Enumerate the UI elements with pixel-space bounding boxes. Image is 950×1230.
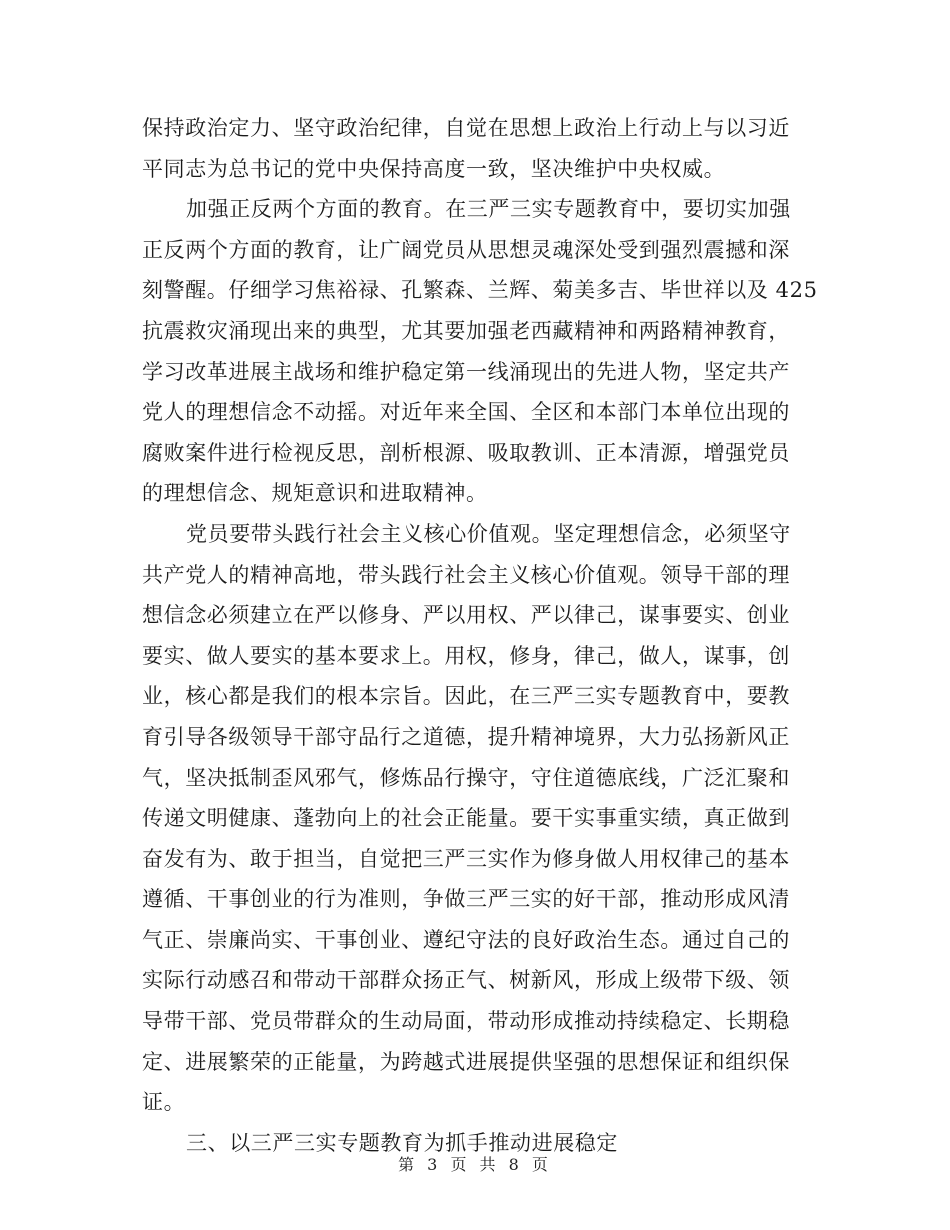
text-line: 遵循、干事创业的行为准则，争做三严三实的好干部，推动形成风清 <box>142 887 790 912</box>
text-line: 奋发有为、敢于担当，自觉把三严三实作为修身做人用权律己的基本 <box>142 846 790 871</box>
text-line: 气正、崇廉尚实、干事创业、遵纪守法的良好政治生态。通过自己的 <box>142 927 790 952</box>
text-line: 导带干部、党员带群众的生动局面，带动形成推动持续稳定、长期稳 <box>142 1009 790 1034</box>
text-line: 党员要带头践行社会主义核心价值观。坚定理想信念，必须坚守 <box>186 521 791 546</box>
paragraph <box>142 189 818 514</box>
text-line: 党人的理想信念不动摇。对近年来全国、全区和本部门本单位出现的 <box>142 400 790 425</box>
text-line: 气，坚决抵制歪风邪气，修炼品行操守，守住道德底线，广泛汇聚和 <box>142 765 790 790</box>
text-line: 实际行动感召和带动干部群众扬正气、树新风，形成上级带下级、领 <box>142 968 790 993</box>
text-line: 共产党人的精神高地，带头践行社会主义核心价值观。领导干部的理 <box>142 562 790 587</box>
text-line: 要实、做人要实的基本要求上。用权，修身，律己，做人，谋事，创 <box>142 643 790 668</box>
paragraph <box>142 108 812 189</box>
text-line: 传递文明健康、蓬勃向上的社会正能量。要干实事重实绩，真正做到 <box>142 806 790 831</box>
text-line: 育引导各级领导干部守品行之道德，提升精神境界，大力弘扬新风正 <box>142 724 790 749</box>
text-line: 业，核心都是我们的根本宗旨。因此，在三严三实专题教育中，要教 <box>142 684 790 709</box>
text-line: 证。 <box>142 1090 186 1115</box>
text-line: 的理想信念、规矩意识和进取精神。 <box>142 481 488 506</box>
page-footer: 第 3 页 共 8 页 <box>398 1155 552 1174</box>
text-line: 想信念必须建立在严以修身、严以用权、严以律己，谋事要实、创业 <box>142 603 790 628</box>
text-line: 保持政治定力、坚守政治纪律，自觉在思想上政治上行动上与以习近 <box>142 116 790 140</box>
text-line: 三、以三严三实专题教育为抓手推动进展稳定 <box>186 1130 618 1155</box>
paragraph <box>142 514 812 1123</box>
text-line: 正反两个方面的教育，让广阔党员从思想灵魂深处受到强烈震撼和深 <box>142 237 790 262</box>
document-body <box>142 108 818 1163</box>
text-line: 平同志为总书记的党中央保持高度一致，坚决维护中央权威。 <box>142 156 726 181</box>
text-line: 定、进展繁荣的正能量，为跨越式进展提供坚强的思想保证和组织保 <box>142 1049 790 1074</box>
text-line: 抗震救灾涌现出来的典型，尤其要加强老西藏精神和两路精神教育， <box>142 318 790 343</box>
text-line: 腐败案件进行检视反思，剖析根源、吸取教训、正本清源，增强党员 <box>142 440 790 465</box>
text-line: 加强正反两个方面的教育。在三严三实专题教育中，要切实加强 <box>186 197 791 222</box>
text-line: 学习改革进展主战场和维护稳定第一线涌现出的先进人物，坚定共产 <box>142 359 790 384</box>
text-line: 刻警醒。仔细学习焦裕禄、孔繁森、兰辉、菊美多吉、毕世祥以及 425 <box>142 278 818 303</box>
